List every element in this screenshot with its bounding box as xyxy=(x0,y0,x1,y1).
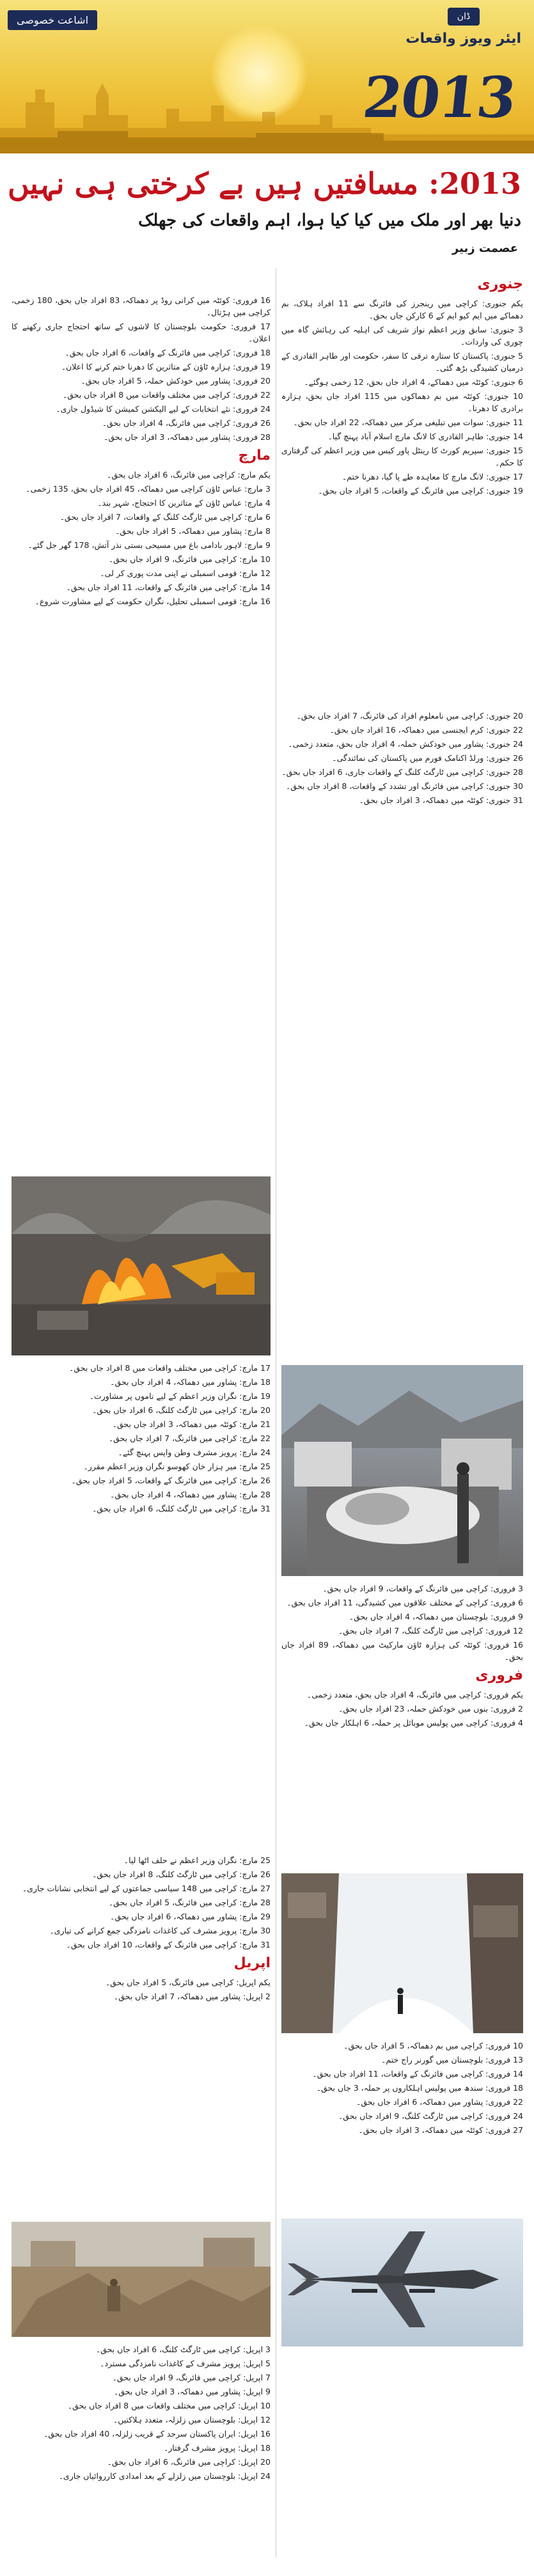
list-item: 26 جنوری: ورلڈ اکنامک فورم میں پاکستان کی نمائندگی۔ xyxy=(332,753,523,763)
list-item: 20 اپریل: کراچی میں فائرنگ، 6 افراد جاں بحق۔ xyxy=(107,2457,271,2467)
list-item: 12 اپریل: بلوچستان میں زلزلہ، متعدد ہلاکتیں۔ xyxy=(113,2415,271,2424)
list-item: 25 مارچ: نگران وزیر اعظم نے حلف اٹھا لیا۔ xyxy=(123,1855,271,1865)
list-item: یکم جنوری: کراچی میں رینجرز کی فائرنگ سے 11 افراد ہلاک، بم دھماکے میں ایم کیو ایم کے 6 کارکن جاں بحق۔ xyxy=(281,299,523,320)
list-item: 2 اپریل: پشاور میں دھماکہ، 7 افراد جاں بحق۔ xyxy=(113,1992,271,2001)
list-item: 11 جنوری: سوات میں تبلیغی مرکز میں دھماکہ، 22 افراد جاں بحق۔ xyxy=(293,418,523,427)
list-item: 28 فروری: پشاور میں دھماکہ، 3 افراد جاں بحق۔ xyxy=(104,432,271,442)
fire-photo-illustration xyxy=(12,1176,271,1355)
list-item: 8 مارچ: پشاور میں دھماکہ، 5 افراد جاں بحق۔ xyxy=(115,526,271,536)
section-heading-march: مارچ xyxy=(238,448,271,464)
list-item: 10 مارچ: کراچی میں فائرنگ، 9 افراد جاں بحق۔ xyxy=(108,554,271,564)
page-subheadline: دنیا بھر اور ملک میں کیا کیا ہوا، اہم واقعات کی جھلک xyxy=(138,211,521,230)
list-item: 16 فروری: کوئٹہ کی ہزارہ ٹاؤن مارکیٹ میں دھماکہ، 89 افراد جاں بحق۔ xyxy=(281,1640,524,1662)
series-title: ایئر ویوز واقعات xyxy=(405,31,521,47)
list-item: 27 مارچ: کراچی میں 148 سیاسی جماعتوں کے لیے انتخابی نشانات جاری۔ xyxy=(22,1884,271,1893)
section-heading-january: جنوری xyxy=(477,276,523,292)
page-headline: 2013: مسافتیں ہیں بے کرختی ہی نہیں xyxy=(7,166,521,201)
section-heading-february: فروری xyxy=(475,1667,523,1683)
left-column-bottom xyxy=(12,2343,271,2484)
list-item: 4 مارچ: عباس ٹاؤن کے متاثرین کا احتجاج، شہر بند۔ xyxy=(97,498,271,508)
list-item: 22 فروری: کراچی میں مختلف واقعات میں 8 افراد جاں بحق۔ xyxy=(62,390,271,400)
section-heading-april: اپریل xyxy=(233,1955,271,1971)
list-item: یکم مارچ: کراچی میں فائرنگ، 6 افراد جاں بحق۔ xyxy=(107,470,271,480)
header-banner xyxy=(0,0,534,153)
list-item: 14 فروری: کراچی میں فائرنگ کے واقعات، 11 افراد جاں بحق۔ xyxy=(312,2069,523,2079)
special-edition-label: اشاعت خصوصی xyxy=(8,10,97,30)
list-item: 22 جنوری: کرم ایجنسی میں دھماکہ، 16 افراد جاں بحق۔ xyxy=(329,725,523,735)
list-item: 9 فروری: بلوچستان میں دھماکہ، 4 افراد جاں بحق۔ xyxy=(349,1612,523,1621)
right-column-after-photo xyxy=(281,1582,523,1731)
list-item: 10 اپریل: کراچی میں مختلف واقعات میں 8 افراد جاں بحق۔ xyxy=(67,2401,271,2410)
list-item: 19 فروری: ہزارہ ٹاؤن کے متاثرین کا دھرنا ختم کرنے کا اعلان۔ xyxy=(61,362,271,371)
list-item: 24 اپریل: بلوچستان میں زلزلے کے بعد امدادی کارروائیاں جاری۔ xyxy=(58,2471,271,2481)
list-item: 24 مارچ: پرویز مشرف وطن واپس پہنچ گئے۔ xyxy=(118,1448,271,1457)
list-item: 26 مارچ: کراچی میں فائرنگ کے واقعات، 5 افراد جاں بحق۔ xyxy=(71,1476,271,1485)
list-item: 18 مارچ: پشاور میں دھماکہ، 4 افراد جاں بحق۔ xyxy=(110,1377,271,1387)
newspaper-logo: ڈان xyxy=(448,8,480,26)
list-item: 24 فروری: نئے انتخابات کے لیے الیکشن کمیشن کا شیڈول جاری۔ xyxy=(56,404,271,414)
list-item: 28 مارچ: پشاور میں دھماکہ، 4 افراد جاں بحق۔ xyxy=(110,1490,271,1499)
list-item: 20 فروری: پشاور میں خودکش حملہ، 5 افراد جاں بحق۔ xyxy=(81,376,271,386)
list-item: 6 فروری: کراچی کے مختلف علاقوں میں کشیدگی، 11 افراد جاں بحق۔ xyxy=(287,1598,523,1607)
wreck-photo-illustration xyxy=(281,1365,523,1576)
list-item: 14 مارچ: کراچی میں فائرنگ کے واقعات، 11 افراد جاں بحق۔ xyxy=(66,582,271,592)
list-item: 25 مارچ: میر ہزار خان کھوسو نگران وزیر اعظم مقرر۔ xyxy=(83,1462,271,1471)
drone-photo-illustration xyxy=(281,2219,523,2346)
snow-photo xyxy=(281,1873,523,2033)
left-column-top xyxy=(12,294,271,609)
right-column-top xyxy=(281,272,523,499)
list-item: 24 فروری: کراچی میں ٹارگٹ کلنگ، 9 افراد جاں بحق۔ xyxy=(338,2111,523,2121)
list-item: 6 مارچ: کراچی میں ٹارگٹ کلنگ کے واقعات، 7 افراد جاں بحق۔ xyxy=(59,512,271,522)
list-item: 30 مارچ: پرویز مشرف کی کاغذات نامزدگی جمع کرانے کی تیاری۔ xyxy=(49,1926,271,1935)
left-column-mid xyxy=(12,1362,271,1517)
list-item: 5 اپریل: پرویز مشرف کے کاغذات نامزدگی مسترد۔ xyxy=(100,2359,271,2368)
list-item: 12 مارچ: قومی اسمبلی نے اپنی مدت پوری کر لی۔ xyxy=(100,568,271,578)
list-item: 15 جنوری: سپریم کورٹ کا رینٹل پاور کیس میں وزیر اعظم کی گرفتاری کا حکم۔ xyxy=(281,446,523,467)
list-item: 21 مارچ: کوئٹہ میں دھماکہ، 3 افراد جاں بحق۔ xyxy=(112,1419,271,1429)
list-item: 9 مارچ: لاہور بادامی باغ میں مسیحی بستی نذر آتش، 178 گھر جل گئے۔ xyxy=(27,540,271,550)
list-item: 16 فروری: کوئٹہ میں کرانی روڈ پر دھماکہ، 83 افراد جاں بحق، 180 زخمی، کراچی میں ہڑتال۔ xyxy=(12,295,271,317)
list-item: 6 جنوری: کوئٹہ میں دھماکے، 4 افراد جاں بحق، 12 زخمی ہوگئے۔ xyxy=(304,377,523,387)
list-item: 29 مارچ: پشاور میں دھماکہ، 6 افراد جاں بحق۔ xyxy=(110,1912,271,1921)
list-item: 20 جنوری: کراچی میں نامعلوم افراد کی فائرنگ، 7 افراد جاں بحق۔ xyxy=(296,711,523,721)
list-item: 3 اپریل: کراچی میں ٹارگٹ کلنگ، 6 افراد جاں بحق۔ xyxy=(95,2345,271,2354)
list-item: 26 مارچ: کراچی میں ٹارگٹ کلنگ، 8 افراد جاں بحق۔ xyxy=(92,1870,271,1879)
january-list xyxy=(281,297,523,497)
list-item: 19 مارچ: نگران وزیر اعظم کے لیے ناموں پر مشاورت۔ xyxy=(89,1391,271,1401)
list-item: 27 فروری: کوئٹہ میں دھماکہ، 3 افراد جاں بحق۔ xyxy=(358,2125,523,2135)
list-item: 3 جنوری: سابق وزیر اعظم نواز شریف کی اہلیہ کی رہائش گاہ میں چوری کی واردات۔ xyxy=(281,325,523,347)
list-item: 13 فروری: بلوچستان میں گورنر راج ختم۔ xyxy=(381,2055,523,2065)
banner-year: 2013 xyxy=(359,64,519,130)
list-item: 31 مارچ: کراچی میں فائرنگ کے واقعات، 10 افراد جاں بحق۔ xyxy=(66,1940,271,1949)
snow-photo-illustration xyxy=(281,1873,523,2033)
list-item: یکم اپریل: کراچی میں فائرنگ، 5 افراد جاں بحق۔ xyxy=(105,1978,271,1987)
list-item: 31 مارچ: کراچی میں ٹارگٹ کلنگ، 6 افراد جاں بحق۔ xyxy=(92,1504,271,1513)
list-item: 28 مارچ: کراچی میں فائرنگ، 5 افراد جاں بحق۔ xyxy=(108,1898,271,1907)
list-item: 18 اپریل: پرویز مشرف گرفتار۔ xyxy=(163,2443,271,2453)
list-item: 18 فروری: سندھ میں پولیس اہلکاروں پر حملہ، 3 جاں بحق۔ xyxy=(316,2083,523,2093)
author-byline: عصمت زبیر xyxy=(452,242,518,255)
list-item: 16 مارچ: قومی اسمبلی تحلیل، نگران حکومت کے لیے مشاورت شروع۔ xyxy=(35,597,271,606)
list-item: 2 فروری: بنوں میں خودکش حملہ، 23 افراد جاں بحق۔ xyxy=(338,1704,523,1713)
list-item: 9 اپریل: پشاور میں دھماکہ، 3 افراد جاں بحق۔ xyxy=(113,2387,271,2396)
list-item: 16 اپریل: ایران پاکستان سرحد کے قریب زلزلہ، 40 افراد جاں بحق۔ xyxy=(43,2429,271,2439)
list-item: 7 اپریل: کراچی میں فائرنگ، 9 افراد جاں بحق۔ xyxy=(112,2373,271,2382)
list-item: 5 جنوری: پاکستان کا ستارہ ترقی کا سفر، حکومت اور طاہر القادری کے درمیان کشیدگی بڑھ گئی۔ xyxy=(281,351,523,373)
list-item: 22 فروری: پشاور میں دھماکہ، 6 افراد جاں بحق۔ xyxy=(356,2097,523,2107)
list-item: 10 فروری: کراچی میں بم دھماکہ، 5 افراد جاں بحق۔ xyxy=(343,2041,523,2050)
list-item: 14 جنوری: طاہر القادری کا لانگ مارچ اسلام آباد پہنچ گیا۔ xyxy=(327,432,523,441)
rubble-photo-illustration xyxy=(12,2222,271,2337)
list-item: 17 جنوری: لانگ مارچ کا معاہدہ طے پا گیا، دھرنا ختم۔ xyxy=(342,472,523,481)
right-column-mid xyxy=(281,710,523,808)
list-item: 18 فروری: کراچی میں فائرنگ کے واقعات، 6 افراد جاں بحق۔ xyxy=(65,348,271,357)
list-item: 19 جنوری: کراچی میں فائرنگ کے واقعات، 5 افراد جاں بحق۔ xyxy=(318,486,523,496)
drone-photo xyxy=(281,2219,523,2346)
list-item: 24 جنوری: پشاور میں خودکش حملہ، 4 افراد جاں بحق، متعدد زخمی۔ xyxy=(288,739,523,749)
fire-photo xyxy=(12,1176,271,1355)
list-item: 12 فروری: کراچی میں ٹارگٹ کلنگ، 7 افراد جاں بحق۔ xyxy=(338,1626,523,1635)
list-item: 10 جنوری: کوئٹہ میں بم دھماکوں میں 115 افراد جاں بحق، ہزارہ برادری کا دھرنا۔ xyxy=(281,391,523,413)
list-item: 17 مارچ: کراچی میں مختلف واقعات میں 8 افراد جاں بحق۔ xyxy=(69,1363,271,1373)
list-item: 30 جنوری: کراچی میں فائرنگ اور تشدد کے واقعات، 8 افراد جاں بحق۔ xyxy=(286,781,523,791)
wreck-photo xyxy=(281,1365,523,1576)
list-item: 26 فروری: کراچی میں فائرنگ، 4 افراد جاں بحق۔ xyxy=(102,418,271,428)
list-item: 3 مارچ: عباس ٹاؤن کراچی میں دھماکہ، 45 افراد جاں بحق، 135 زخمی۔ xyxy=(26,484,271,494)
right-column-lower xyxy=(281,2040,523,2138)
list-item: 4 فروری: کراچی میں پولیس موبائل پر حملہ، 6 اہلکار جاں بحق۔ xyxy=(304,1718,523,1728)
list-item: یکم فروری: کراچی میں فائرنگ، 4 افراد جاں بحق، متعدد زخمی۔ xyxy=(306,1690,523,1699)
left-column-late-march xyxy=(12,1854,271,2004)
list-item: 28 جنوری: کراچی میں ٹارگٹ کلنگ کے واقعات جاری، 6 افراد جاں بحق۔ xyxy=(281,767,523,777)
list-item: 3 فروری: کراچی میں فائرنگ کے واقعات، 9 افراد جاں بحق۔ xyxy=(322,1584,523,1593)
list-item: 22 مارچ: کراچی میں فائرنگ، 7 افراد جاں بحق۔ xyxy=(108,1433,271,1443)
list-item: 17 فروری: حکومت بلوچستان کا لاشوں کے ساتھ احتجاج جاری رکھنے کا اعلان۔ xyxy=(12,322,271,343)
list-item: 31 جنوری: کوئٹہ میں دھماکہ، 3 افراد جاں بحق۔ xyxy=(359,795,523,805)
list-item: 20 مارچ: کراچی میں ٹارگٹ کلنگ، 6 افراد جاں بحق۔ xyxy=(92,1405,271,1415)
rubble-photo xyxy=(12,2222,271,2337)
